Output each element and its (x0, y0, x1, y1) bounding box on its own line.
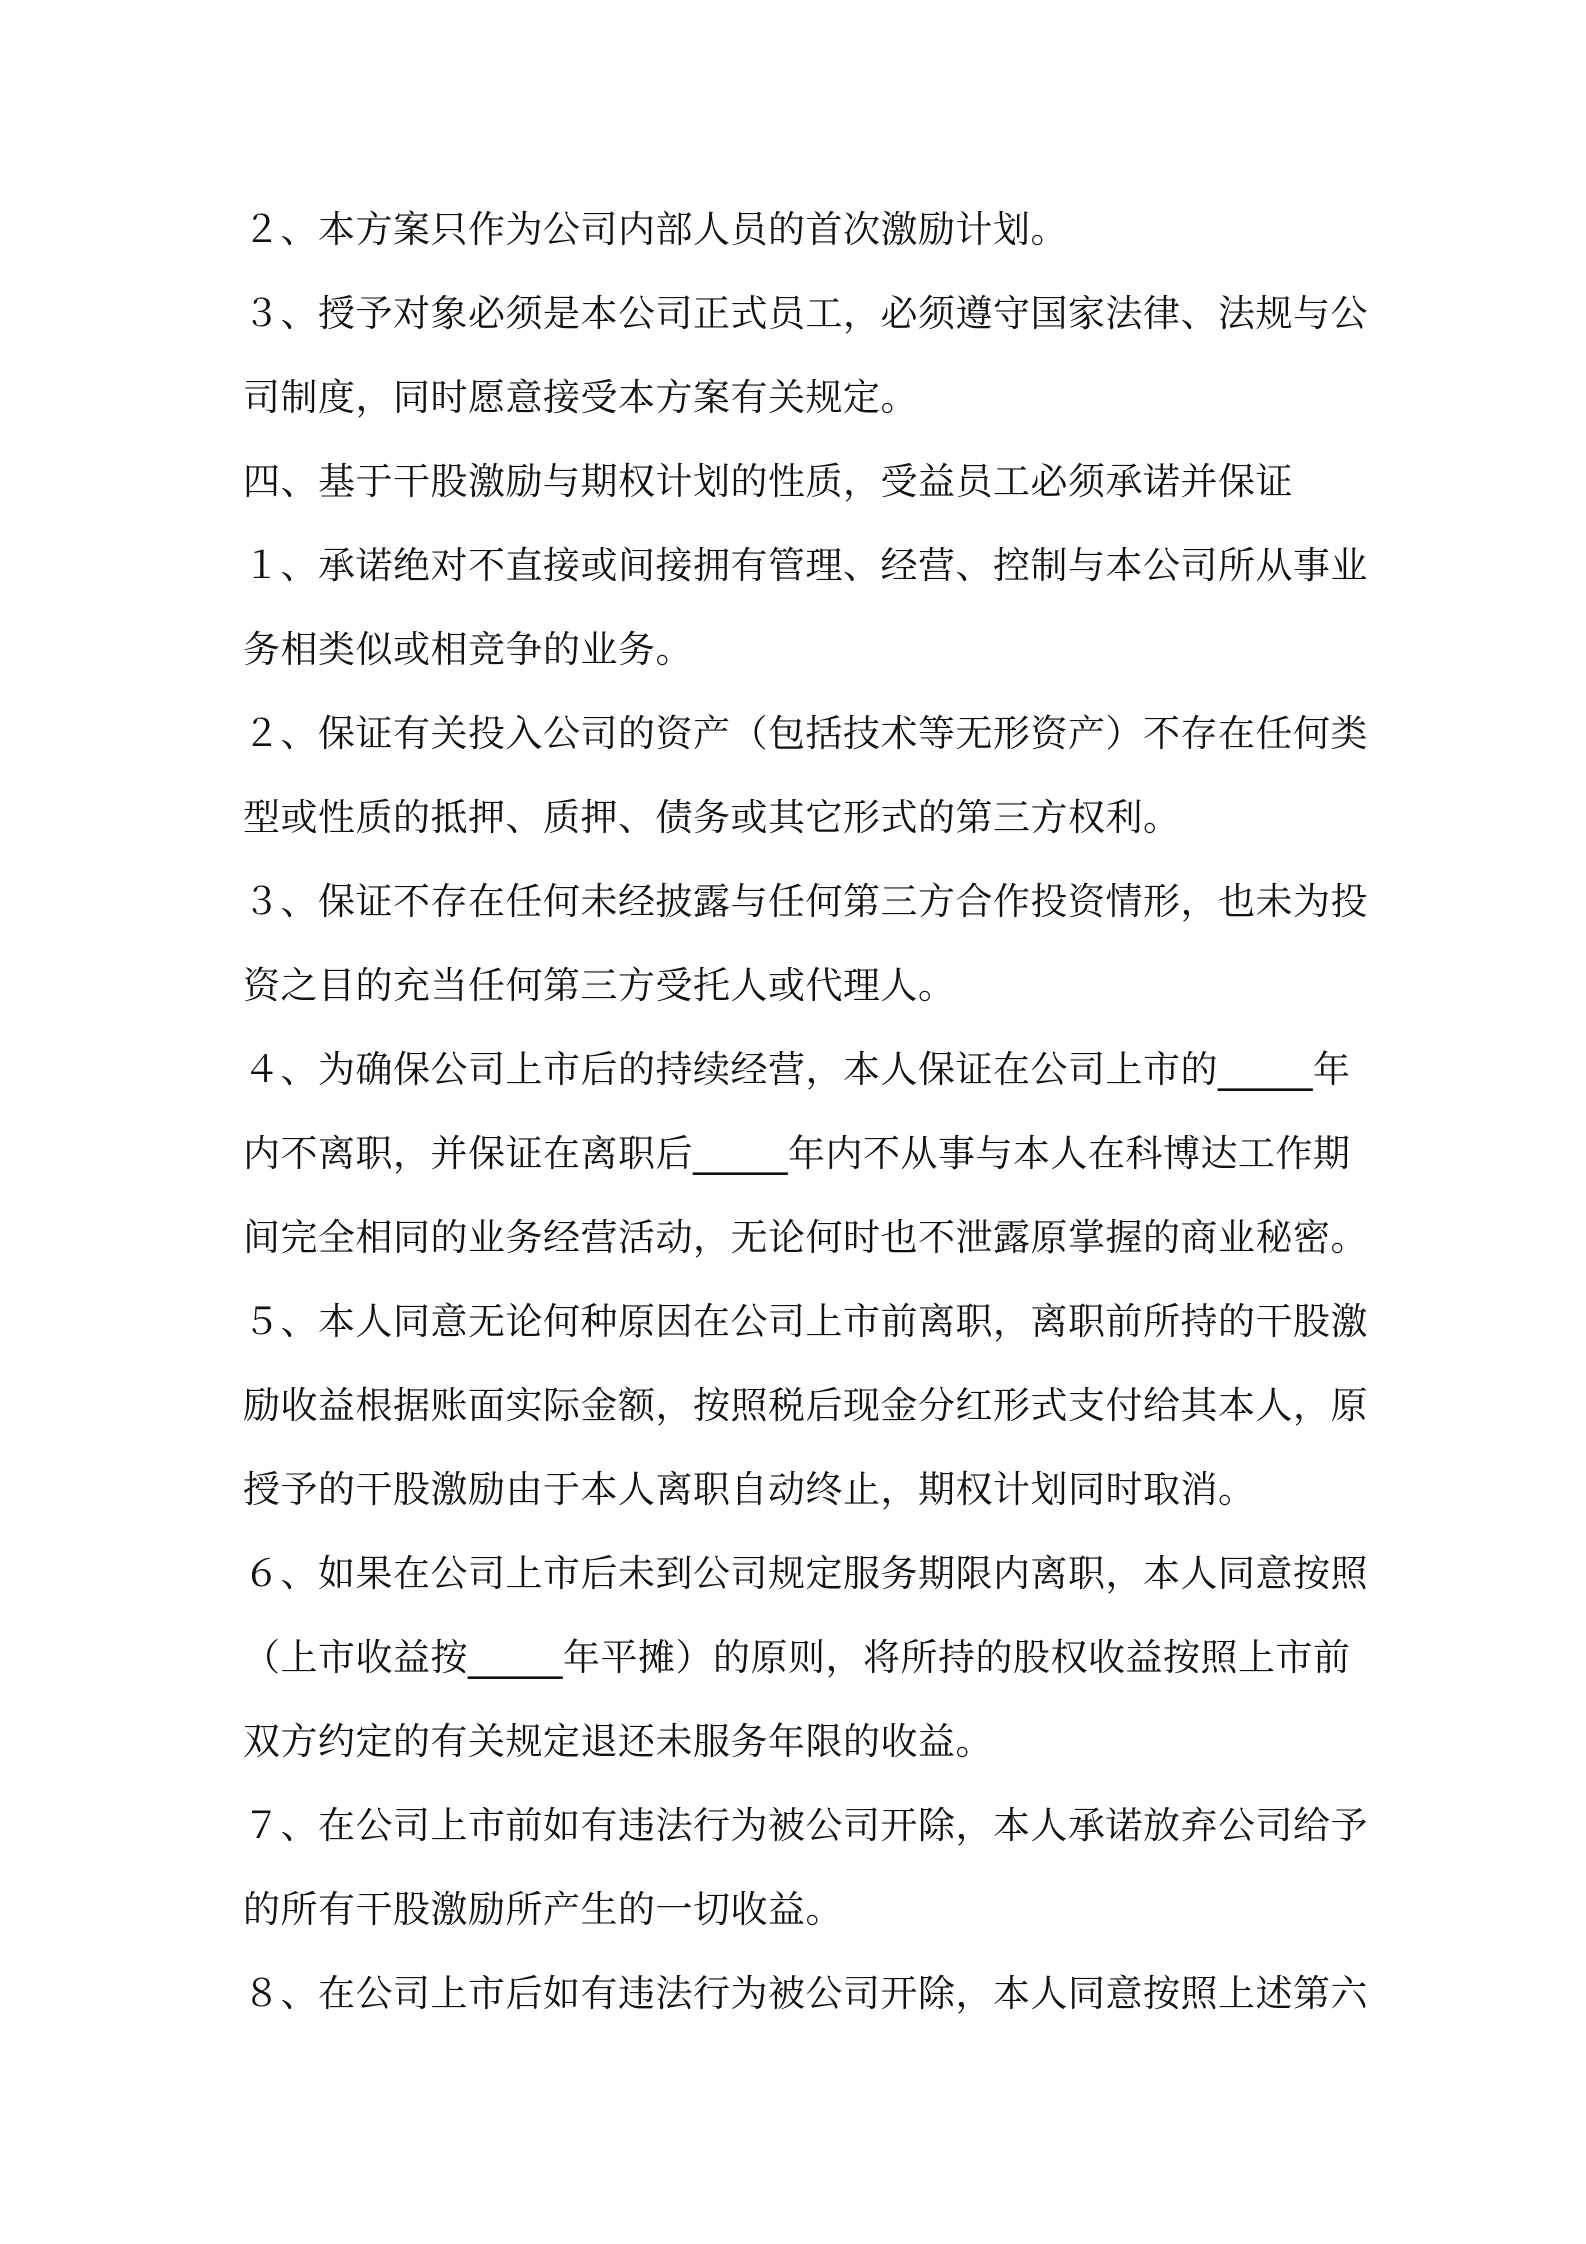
section-heading: 四、基于干股激励与期权计划的性质，受益员工必须承诺并保证 (243, 460, 1293, 503)
text-line: 间完全相同的业务经营活动，无论何时也不泄露原掌握的商业秘密。 (243, 1216, 1368, 1259)
text-line: 资之目的充当任何第三方受托人或代理人。 (243, 964, 956, 1007)
text-line: 双方约定的有关规定退还未服务年限的收益。 (243, 1720, 993, 1763)
text-line: 司制度，同时愿意接受本方案有关规定。 (243, 376, 918, 419)
text-line: 型或性质的抵押、质押、债务或其它形式的第三方权利。 (243, 796, 1181, 839)
text-line: ４、为确保公司上市后的持续经营，本人保证在公司上市的_____年 (243, 1048, 1351, 1091)
text-line: ５、本人同意无论何种原因在公司上市前离职，离职前所持的干股激 (243, 1300, 1368, 1343)
text-line: １、承诺绝对不直接或间接拥有管理、经营、控制与本公司所从事业 (243, 544, 1368, 587)
text-line: ６、如果在公司上市后未到公司规定服务期限内离职，本人同意按照 (243, 1552, 1368, 1595)
text-line: 授予的干股激励由于本人离职自动终止，期权计划同时取消。 (243, 1468, 1256, 1511)
text-line: （上市收益按_____年平摊）的原则，将所持的股权收益按照上市前 (243, 1636, 1351, 1679)
text-line: ２、保证有关投入公司的资产（包括技术等无形资产）不存在任何类 (243, 712, 1368, 755)
text-line: ３、保证不存在任何未经披露与任何第三方合作投资情形，也未为投 (243, 880, 1368, 923)
text-line: 的所有干股激励所产生的一切收益。 (243, 1888, 843, 1931)
text-line: ３、授予对象必须是本公司正式员工，必须遵守国家法律、法规与公 (243, 292, 1368, 335)
text-line: ８、在公司上市后如有违法行为被公司开除，本人同意按照上述第六 (243, 1972, 1368, 2015)
text-line: 励收益根据账面实际金额，按照税后现金分红形式支付给其本人，原 (243, 1384, 1368, 1427)
text-line: ７、在公司上市前如有违法行为被公司开除，本人承诺放弃公司给予 (243, 1804, 1368, 1847)
text-line: ２、本方案只作为公司内部人员的首次激励计划。 (243, 208, 1068, 251)
text-line: 内不离职，并保证在离职后_____年内不从事与本人在科博达工作期 (243, 1132, 1351, 1175)
text-line: 务相类似或相竞争的业务。 (243, 628, 693, 671)
